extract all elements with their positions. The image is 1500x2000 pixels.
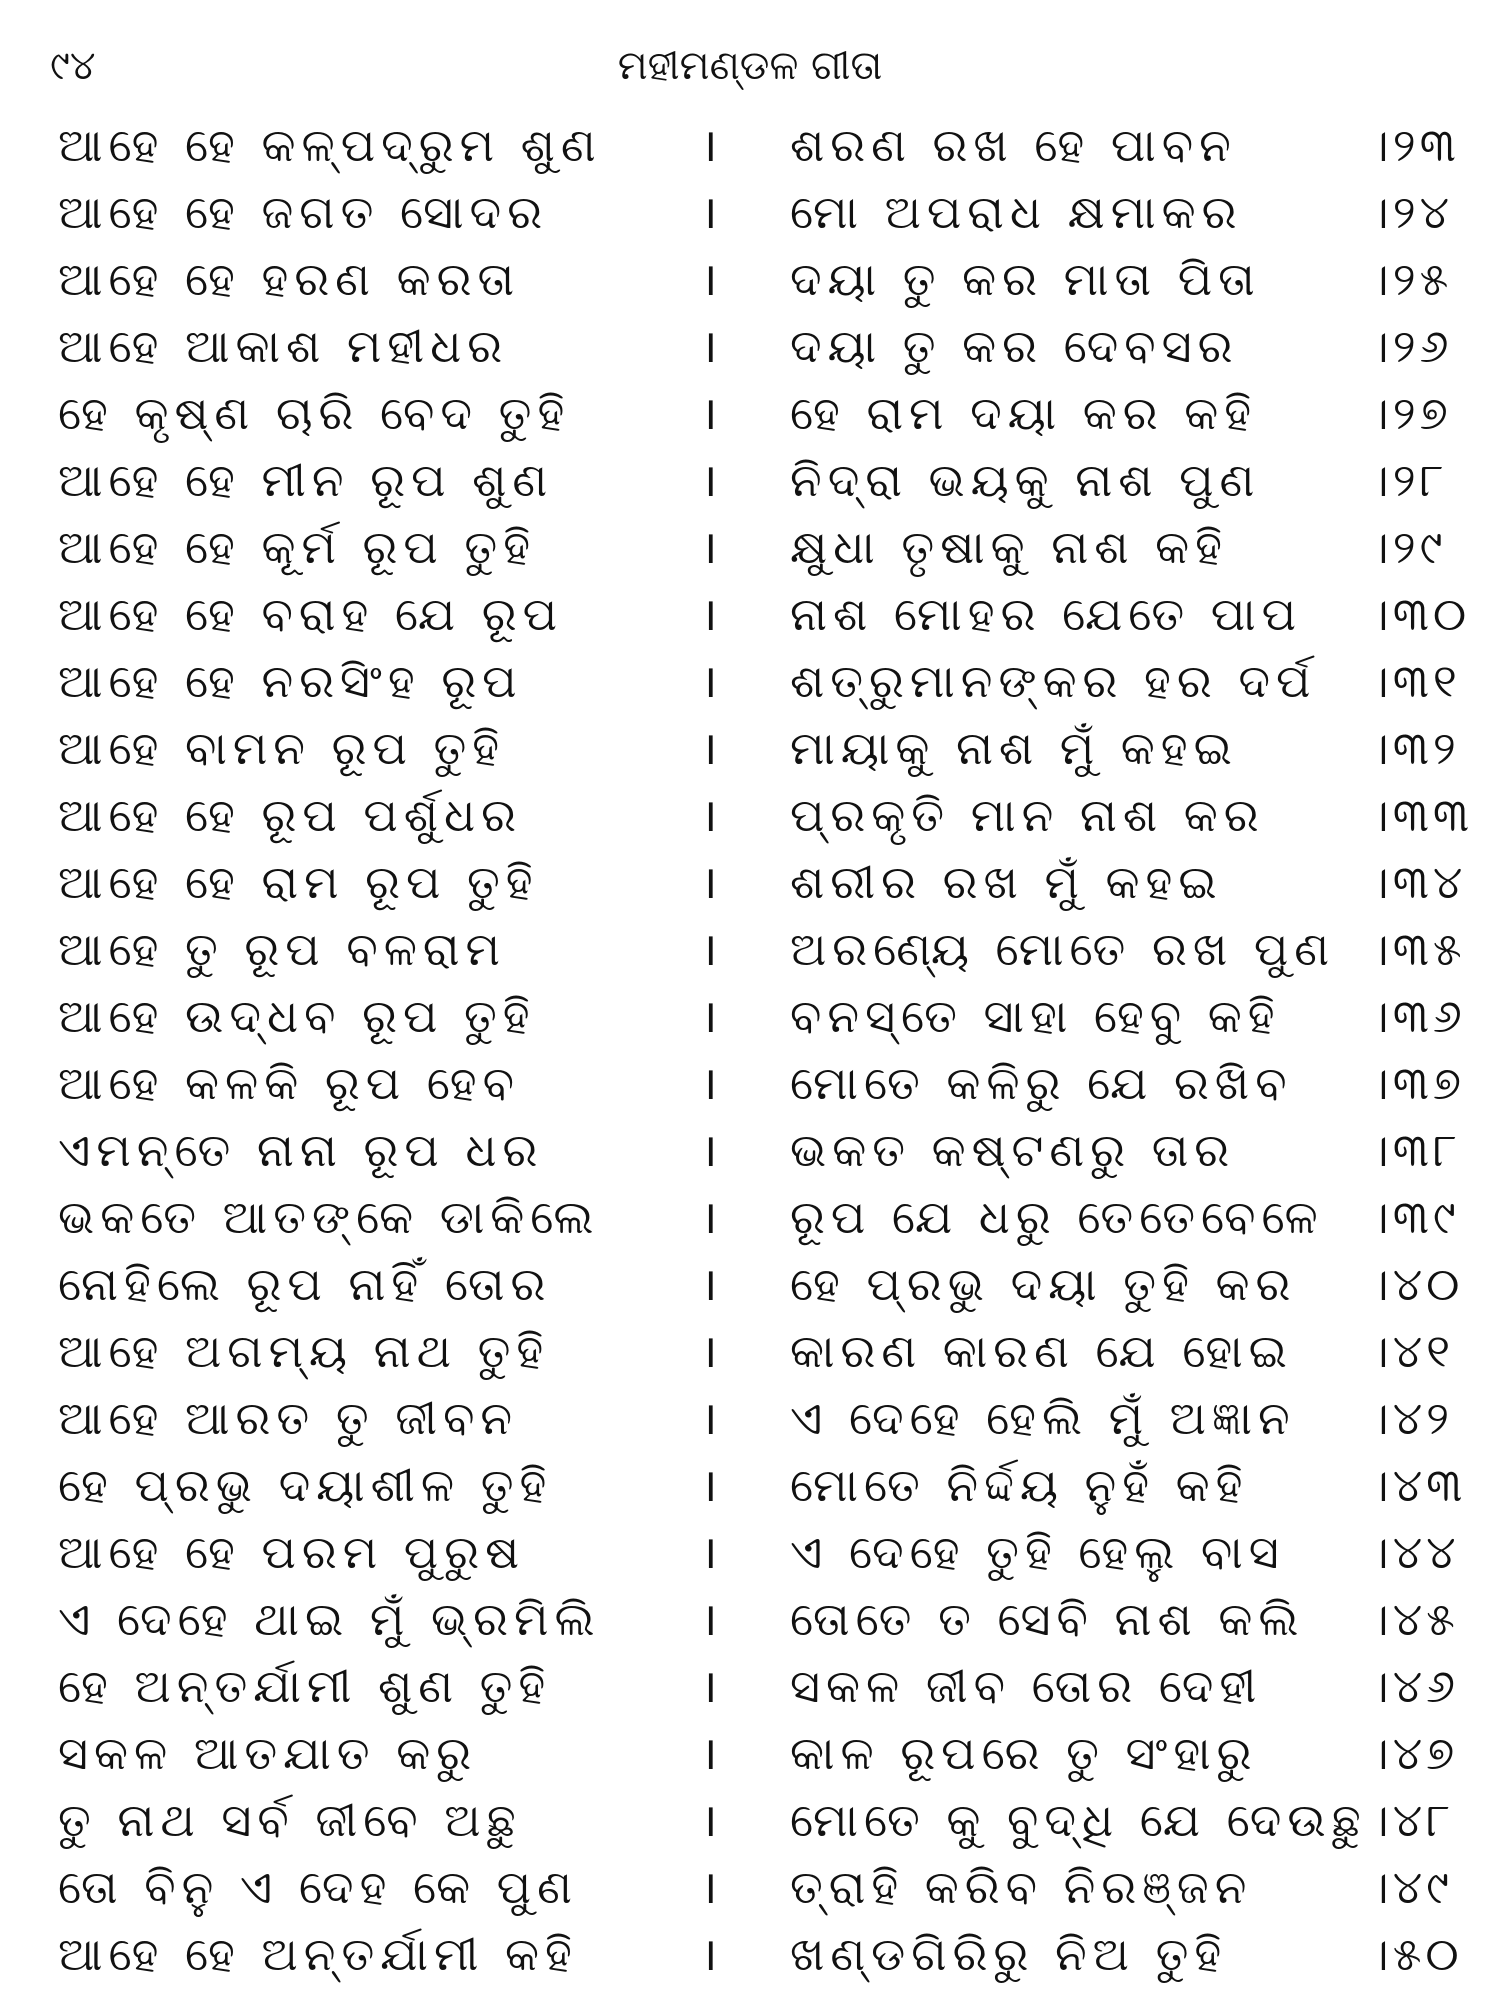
verse-row — [0, 1854, 1500, 1921]
verse-second-half: ତ୍ରାହି କରିବ ନିରଞ୍ଜନ — [790, 1860, 1253, 1914]
verse-number: ।୩୫ — [1368, 922, 1466, 976]
verse-separator: । — [700, 721, 718, 775]
verse-separator: । — [700, 1927, 718, 1981]
verse-second-half: ନାଶ ମୋହର ଯେତେ ପାପ — [790, 587, 1303, 641]
verse-second-half: କ୍ଷୁଧା ତୃଷାକୁ ନାଶ କହି — [790, 520, 1228, 574]
verse-first-half: ଆହେ ହେ ଅନ୍ତର୍ଯାମୀ କହି — [58, 1927, 578, 1981]
verse-number: ।୨୭ — [1368, 386, 1452, 440]
verse-second-half: ହେ ପ୍ରଭୁ ଦୟା ତୁହି କର — [790, 1257, 1297, 1311]
verse-first-half: ଆହେ ଆରତ ତୁ ଜୀବନ — [58, 1391, 519, 1445]
verse-second-half: ଶରଣ ରଖ ହେ ପାବନ — [790, 118, 1237, 172]
verse-separator: । — [700, 1056, 718, 1110]
verse-separator: । — [700, 520, 718, 574]
verse-row — [0, 1653, 1500, 1720]
verse-separator: । — [700, 1190, 718, 1244]
verse-list — [0, 112, 1500, 1988]
verse-separator: । — [700, 788, 718, 842]
verse-first-half: ଆହେ ହେ ବରାହ ଯେ ରୂପ — [58, 587, 563, 641]
verse-separator: । — [700, 185, 718, 239]
verse-separator: । — [700, 989, 718, 1043]
verse-row — [0, 1318, 1500, 1385]
verse-row — [0, 1184, 1500, 1251]
verse-first-half: ଆହେ ହେ କଳ୍ପଦ୍ରୁମ ଶୁଣ — [58, 118, 602, 172]
verse-row — [0, 1452, 1500, 1519]
verse-first-half: ହେ କୃଷ୍ଣ ଚାରି ବେଦ ତୁହି — [58, 386, 571, 440]
verse-number: ।୫୦ — [1368, 1927, 1463, 1981]
verse-second-half: ଶରୀର ରଖ ମୁଁ କହଇ — [790, 855, 1223, 909]
verse-second-half: ମୋ ଅପରାଧ କ୍ଷମାକର — [790, 185, 1243, 239]
verse-number: ।୩୬ — [1368, 989, 1466, 1043]
verse-separator: । — [700, 855, 718, 909]
verse-number: ।୩୪ — [1368, 855, 1467, 909]
verse-second-half: କାଳ ରୂପରେ ତୁ ସଂହାରୁ — [790, 1726, 1258, 1780]
verse-row — [0, 380, 1500, 447]
verse-second-half: ଦୟା ତୁ କର ମାତା ପିତା — [790, 252, 1261, 306]
book-title: ମହୀମଣ୍ଡଳ ଗୀତା — [617, 43, 883, 89]
verse-row — [0, 1921, 1500, 1988]
verse-first-half: ଭକତେ ଆତଙ୍କେ ଡାକିଲେ — [58, 1190, 600, 1244]
verse-second-half: ଅରଣ୍ୟେ ମୋତେ ରଖ ପୁଣ — [790, 922, 1336, 976]
verse-first-half: ଆହେ କଳକି ରୂପ ହେବ — [58, 1056, 520, 1110]
verse-row — [0, 648, 1500, 715]
verse-first-half: ଆହେ ହେ କୂର୍ମ ରୂପ ତୁହି — [58, 520, 537, 574]
verse-number: ।୪୬ — [1368, 1659, 1460, 1713]
verse-second-half: ବନସ୍ତେ ସାହା ହେବୁ କହି — [790, 989, 1281, 1043]
verse-separator: । — [700, 1458, 718, 1512]
verse-number: ।୩୩ — [1368, 788, 1474, 842]
verse-first-half: ଏ ଦେହେ ଥାଇ ମୁଁ ଭ୍ରମିଲି — [58, 1592, 601, 1646]
verse-number: ।୪୪ — [1368, 1525, 1460, 1579]
verse-first-half: ଆହେ ହେ ମୀନ ରୂପ ଶୁଣ — [58, 453, 554, 507]
verse-row — [0, 1519, 1500, 1586]
verse-second-half: ଶତ୍ରୁମାନଙ୍କର ହର ଦର୍ପ — [790, 654, 1317, 708]
verse-row — [0, 447, 1500, 514]
verse-separator: । — [700, 1123, 718, 1177]
verse-first-half: ତୁ ନାଥ ସର୍ବ ଜୀବେ ଅଛୁ — [58, 1793, 522, 1847]
verse-number: ।୩୨ — [1368, 721, 1460, 775]
page-number: ୯୪ — [50, 43, 96, 89]
verse-row — [0, 1050, 1500, 1117]
verse-separator: । — [700, 1793, 718, 1847]
verse-first-half: ଆହେ ହେ ନରସିଂହ ରୂପ — [58, 654, 523, 708]
verse-row — [0, 782, 1500, 849]
verse-row — [0, 1251, 1500, 1318]
verse-first-half: ଆହେ ହେ ହରଣ କରତା — [58, 252, 521, 306]
verse-separator: । — [700, 1525, 718, 1579]
verse-number: ।୪୭ — [1368, 1726, 1459, 1780]
verse-separator: । — [700, 1860, 718, 1914]
verse-separator: । — [700, 118, 718, 172]
verse-row — [0, 514, 1500, 581]
verse-first-half: ସକଳ ଆତଯାତ କରୁ — [58, 1726, 478, 1780]
verse-first-half: ଆହେ ଅଗମ୍ୟ ନାଥ ତୁହି — [58, 1324, 550, 1378]
verse-separator: । — [700, 587, 718, 641]
verse-row — [0, 1586, 1500, 1653]
verse-number: ।୪୯ — [1368, 1860, 1454, 1914]
verse-number: ।୪୮ — [1368, 1793, 1455, 1847]
verse-separator: । — [700, 1592, 718, 1646]
verse-row — [0, 916, 1500, 983]
verse-number: ।୩୭ — [1368, 1056, 1466, 1110]
verse-number: ।୨୬ — [1368, 319, 1453, 373]
verse-separator: । — [700, 1659, 718, 1713]
verse-second-half: ତୋତେ ତ ସେବି ନାଶ କଲି — [790, 1592, 1305, 1646]
verse-number: ।୩୦ — [1368, 587, 1471, 641]
verse-second-half: ମୋତେ କଳିରୁ ଯେ ରଖିବ — [790, 1056, 1293, 1110]
verse-second-half: ଏ ଦେହେ ହେଲି ମୁଁ ଅଜ୍ଞାନ — [790, 1391, 1296, 1445]
verse-separator: । — [700, 252, 718, 306]
verse-row — [0, 849, 1500, 916]
verse-second-half: ନିଦ୍ରା ଭୟକୁ ନାଶ ପୁଣ — [790, 453, 1261, 507]
verse-row — [0, 313, 1500, 380]
verse-number: ।୪୦ — [1368, 1257, 1464, 1311]
verse-row — [0, 1385, 1500, 1452]
verse-number: ।୨୯ — [1368, 520, 1447, 574]
verse-row — [0, 112, 1500, 179]
verse-number: ।୨୪ — [1368, 185, 1454, 239]
verse-second-half: କାରଣ କାରଣ ଯେ ହୋଇ — [790, 1324, 1293, 1378]
verse-separator: । — [700, 1726, 718, 1780]
verse-separator: । — [700, 1324, 718, 1378]
verse-first-half: ଆହେ ହେ ଜଗତ ସୋଦର — [58, 185, 549, 239]
verse-separator: । — [700, 1391, 718, 1445]
verse-row — [0, 1117, 1500, 1184]
verse-second-half: ଦୟା ତୁ କର ଦେବସର — [790, 319, 1239, 373]
verse-number: ।୪୫ — [1368, 1592, 1459, 1646]
verse-number: ।୨୫ — [1368, 252, 1453, 306]
verse-separator: । — [700, 922, 718, 976]
verse-second-half: ଏ ଦେହେ ତୁହି ହେଲୁ ବାସ — [790, 1525, 1285, 1579]
verse-first-half: ହେ ଅନ୍ତର୍ଯାମୀ ଶୁଣ ତୁହି — [58, 1659, 552, 1713]
verse-first-half: ତୋ ବିନୁ ଏ ଦେହ କେ ପୁଣ — [58, 1860, 578, 1914]
verse-first-half: ଆହେ ତୁ ରୂପ ବଳରାମ — [58, 922, 506, 976]
verse-first-half: ଆହେ ବାମନ ରୂପ ତୁହି — [58, 721, 506, 775]
verse-second-half: ମୋତେ କୁ ବୁଦ୍ଧି ଯେ ଦେଉଛୁ — [790, 1793, 1367, 1847]
verse-first-half: ଆହେ ଉଦ୍ଧବ ରୂପ ତୁହି — [58, 989, 536, 1043]
verse-row — [0, 1720, 1500, 1787]
verse-first-half: ନୋହିଲେ ରୂପ ନାହିଁ ତୋର — [58, 1257, 552, 1311]
verse-second-half: ସକଳ ଜୀବ ତୋର ଦେହୀ — [790, 1659, 1263, 1713]
verse-separator: । — [700, 319, 718, 373]
verse-number: ।୩୧ — [1368, 654, 1461, 708]
verse-row — [0, 1787, 1500, 1854]
verse-row — [0, 581, 1500, 648]
verse-row — [0, 246, 1500, 313]
verse-first-half: ଆହେ ହେ ପରମ ପୁରୁଷ — [58, 1525, 526, 1579]
verse-first-half: ଆହେ ହେ ରାମ ରୂପ ତୁହି — [58, 855, 539, 909]
verse-row — [0, 715, 1500, 782]
verse-first-half: ଏମନ୍ତେ ନାନା ରୂପ ଧର — [58, 1123, 544, 1177]
verse-number: ।୩୮ — [1368, 1123, 1461, 1177]
verse-first-half: ଆହେ ହେ ରୂପ ପର୍ଶୁଧର — [58, 788, 523, 842]
verse-second-half: ହେ ରାମ ଦୟା କର କହି — [790, 386, 1258, 440]
verse-row — [0, 179, 1500, 246]
verse-second-half: ପ୍ରକୃତି ମାନ ନାଶ କର — [790, 788, 1265, 842]
verse-second-half: ମାୟାକୁ ନାଶ ମୁଁ କହଇ — [790, 721, 1238, 775]
verse-number: ।୪୩ — [1368, 1458, 1467, 1512]
verse-number: ।୪୧ — [1368, 1324, 1455, 1378]
verse-number: ।୨୩ — [1368, 118, 1460, 172]
verse-separator: । — [700, 453, 718, 507]
verse-row — [0, 983, 1500, 1050]
verse-second-half: ଭକତ କଷ୍ଟଣରୁ ତାର — [790, 1123, 1236, 1177]
verse-first-half: ଆହେ ଆକାଶ ମହୀଧର — [58, 319, 509, 373]
verse-separator: । — [700, 654, 718, 708]
verse-first-half: ହେ ପ୍ରଭୁ ଦୟାଶୀଳ ତୁହି — [58, 1458, 553, 1512]
verse-second-half: ରୂପ ଯେ ଧରୁ ତେତେବେଳେ — [790, 1190, 1324, 1244]
verse-separator: । — [700, 1257, 718, 1311]
verse-number: ।୩୯ — [1368, 1190, 1460, 1244]
verse-separator: । — [700, 386, 718, 440]
verse-number: ।୨୮ — [1368, 453, 1448, 507]
page-header — [0, 36, 1500, 96]
verse-number: ।୪୨ — [1368, 1391, 1454, 1445]
verse-second-half: ଖଣ୍ଡଗିରିରୁ ନିଅ ତୁହି — [790, 1927, 1228, 1981]
verse-second-half: ମୋତେ ନିର୍ଦ୍ଦୟ ନୁହଁ କହି — [790, 1458, 1249, 1512]
